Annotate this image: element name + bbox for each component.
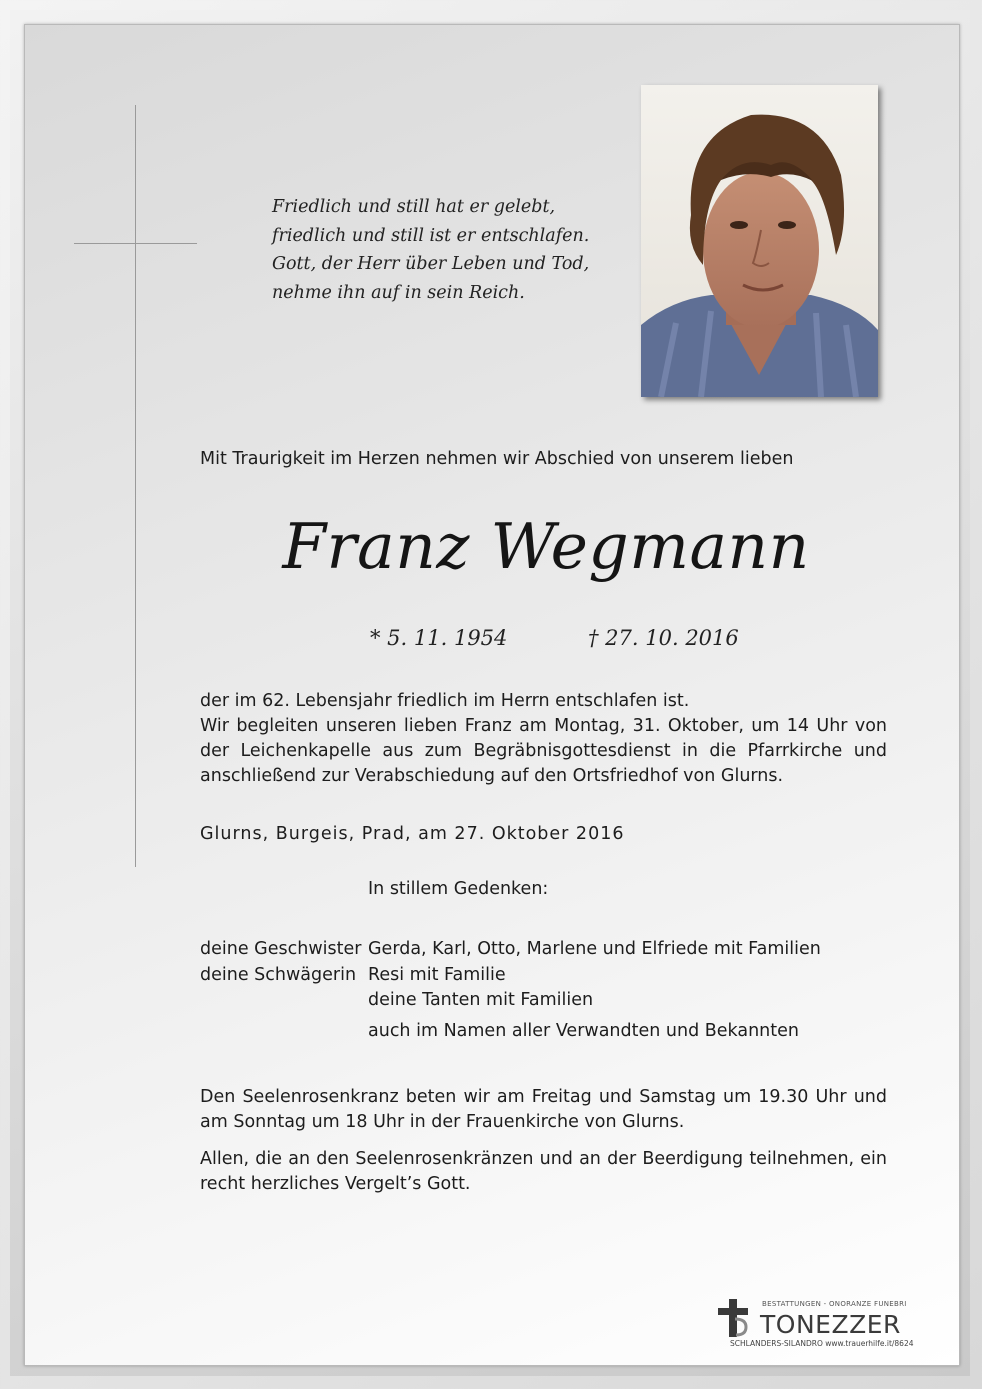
verse (272, 193, 589, 307)
funeral-paragraph (200, 689, 887, 789)
family-label: deine Schwägerin (200, 965, 357, 985)
cross-logo-icon (718, 1299, 748, 1337)
place-date: Glurns, Burgeis, Prad, am 27. Oktober 2016 (200, 824, 625, 844)
gedenken-heading: In stillem Gedenken: (368, 879, 549, 899)
funeral-paragraph-body: Wir begleiten unseren lieben Franz am Montag, 31. Oktober, um 14 Uhr von der Leichenkapelle aus zum Begräbnisgottesdienst in die Pfarrkirche und anschließend zur Verabschiedung auf den Ortsfriedhof von Glurns. (200, 716, 887, 786)
family-value: Resi mit Familie (368, 965, 506, 985)
intro-text: Mit Traurigkeit im Herzen nehmen wir Abschied von unserem lieben (200, 449, 794, 469)
logo-name: TONEZZER (760, 1310, 901, 1339)
funeral-home-logo (718, 1297, 928, 1353)
thanks-paragraph: Allen, die an den Seelenrosenkränzen und an der Beerdigung teilnehmen, ein recht herzliches Vergelt’s Gott. (200, 1149, 887, 1194)
verse-line: friedlich und still ist er entschlafen. (272, 225, 590, 246)
logo-tagline: BESTATTUNGEN - ONORANZE FUNEBRI (762, 1300, 907, 1308)
portrait-photo (641, 85, 878, 397)
funeral-paragraph-line1: der im 62. Lebensjahr friedlich im Herrn entschlafen ist. (200, 691, 690, 711)
birth-date: * 5. 11. 1954 (370, 626, 508, 650)
logo-footer: SCHLANDERS-SILANDRO www.trauerhilfe.it/8624 (730, 1339, 914, 1348)
family-label: deine Geschwister (200, 939, 362, 959)
verse-line: nehme ihn auf in sein Reich. (272, 282, 525, 303)
family-value: auch im Namen aller Verwandten und Bekannten (368, 1021, 799, 1041)
death-date: † 27. 10. 2016 (588, 626, 739, 650)
cross-horizontal-line (74, 243, 197, 244)
verse-line: Friedlich und still hat er gelebt, (272, 197, 556, 217)
family-value: Gerda, Karl, Otto, Marlene und Elfriede mit Familien (368, 939, 821, 959)
deceased-name: Franz Wegmann (282, 510, 810, 583)
verse-line: Gott, der Herr über Leben und Tod, (272, 254, 590, 274)
rosary-paragraph: Den Seelenrosenkranz beten wir am Freitag und Samstag um 19.30 Uhr und am Sonntag um 18 Uhr in der Frauenkirche von Glurns. (200, 1087, 887, 1132)
cross-vertical-line (135, 105, 136, 867)
family-value: deine Tanten mit Familien (368, 990, 594, 1010)
